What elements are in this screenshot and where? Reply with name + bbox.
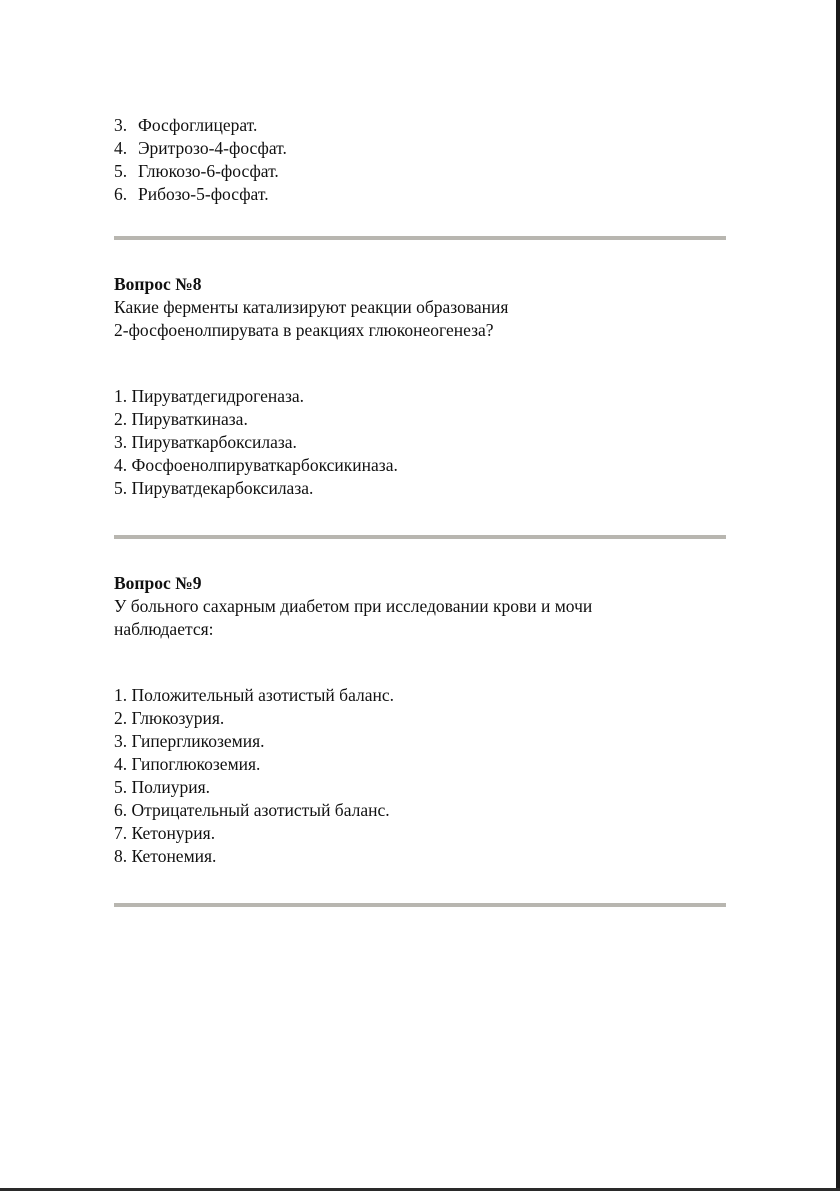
answer-item: 5. Глюкозо-6-фосфат. [114, 161, 279, 181]
answer-item: 3. Гипергликоземия. [114, 731, 265, 751]
answer-item: 1. Пируватдегидрогеназа. [114, 386, 305, 406]
question-text-line: наблюдается: [114, 619, 214, 639]
answer-item: 4. Гипоглюкоземия. [114, 754, 261, 774]
answer-item: 4. Эритрозо-4-фосфат. [114, 138, 287, 158]
document-content [114, 114, 726, 907]
previous-question-answers [114, 114, 726, 206]
answer-item: 7. Кетонурия. [114, 823, 216, 843]
question-9 [114, 572, 726, 868]
answer-item: 1. Положительный азотистый баланс. [114, 685, 395, 705]
answer-item: 5. Полиурия. [114, 777, 211, 797]
question-text-line: У больного сахарным диабетом при исследовании крови и мочи [114, 596, 593, 616]
answer-item: 5. Пируватдекарбоксилаза. [114, 478, 314, 498]
question-8 [114, 273, 726, 500]
answer-item: 3. Фосфоглицерат. [114, 115, 258, 135]
answer-item: 2. Пируваткиназа. [114, 409, 248, 429]
question-text-line: 2-фосфоенолпирувата в реакциях глюконеогенеза? [114, 320, 494, 340]
answer-item: 6. Рибозо-5-фосфат. [114, 184, 269, 204]
question-title: Вопрос №8 [114, 274, 202, 294]
answer-item: 4. Фосфоенолпируваткарбоксикиназа. [114, 455, 398, 475]
answer-item: 6. Отрицательный азотистый баланс. [114, 800, 390, 820]
answer-item: 8. Кетонемия. [114, 846, 217, 866]
answer-item: 3. Пируваткарбоксилаза. [114, 432, 297, 452]
question-text-line: Какие ферменты катализируют реакции образования [114, 297, 509, 317]
answer-item: 2. Глюкозурия. [114, 708, 225, 728]
section-divider [114, 903, 726, 907]
question-title: Вопрос №9 [114, 573, 202, 593]
page-edge [836, 0, 840, 1191]
